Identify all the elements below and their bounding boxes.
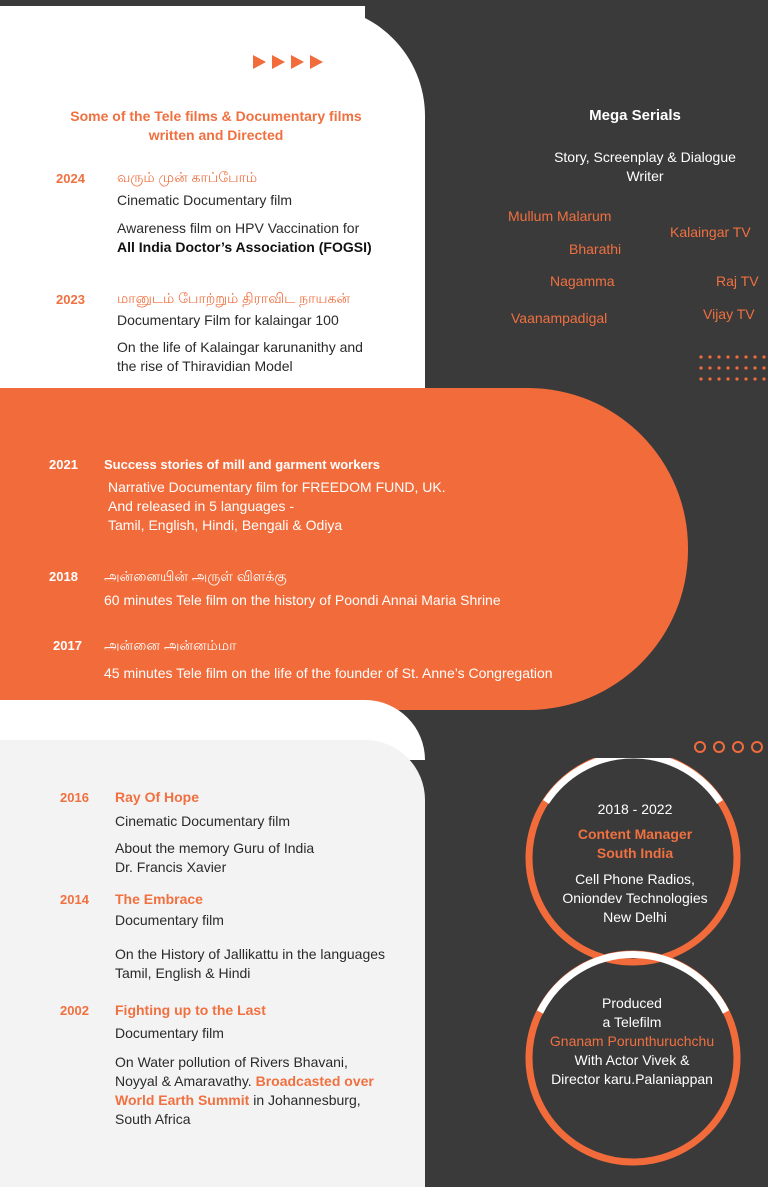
circle1-line: New Delhi [603, 909, 667, 925]
ring-decoration [692, 739, 768, 760]
entry-line: Documentary film [115, 1025, 224, 1041]
entry-line: On the life of Kalaingar karunanithy and [117, 339, 363, 355]
circle1-line: Oniondev Technologies [562, 890, 708, 906]
dot-grid-icon [698, 354, 766, 384]
entry-title: The Embrace [115, 891, 203, 907]
entry-line: Cinematic Documentary film [115, 813, 291, 829]
entry-line: Tamil, English, Hindi, Bengali & Odiya [108, 517, 343, 533]
mega-serials-title: Mega Serials [589, 107, 681, 124]
circle2-line: Director karu.Palaniappan [551, 1071, 713, 1087]
entry-line: Documentary Film for kalaingar 100 [117, 312, 339, 328]
entry-title: அன்னை அன்னம்மா [104, 637, 237, 653]
circle2-content [512, 994, 752, 1089]
entry-line: Documentary film [115, 912, 224, 928]
serial-item: Mullum Malarum [508, 208, 612, 224]
entry-line: Cinematic Documentary film [117, 192, 293, 208]
year-2014: 2014 [60, 892, 89, 907]
entry-line: Tamil, English & Hindi [115, 965, 251, 981]
channel-item: Raj TV [716, 273, 759, 289]
entry-title: Success stories of mill and garment workers [104, 457, 380, 472]
circle1-role: Content Manager [577, 826, 693, 842]
orange-band [0, 388, 688, 710]
section-heading [50, 107, 382, 145]
entry-line [115, 1072, 374, 1091]
circle2-telefilm-title: Gnanam Porunthuruchchu [549, 1033, 715, 1049]
subtitle-line2: Writer [626, 168, 664, 184]
entry-line: All India Doctor’s Association (FOGSI) [117, 239, 372, 255]
circle2-line: a Telefilm [602, 1014, 662, 1030]
entry-text: in Johannesburg, [249, 1092, 361, 1108]
entry-line: Narrative Documentary film for FREEDOM FUND, UK. [108, 479, 446, 495]
year-2017: 2017 [53, 638, 82, 653]
entry-line: South Africa [115, 1111, 191, 1127]
serial-item: Vaanampadigal [511, 310, 608, 326]
subtitle-line1: Story, Screenplay & Dialogue [554, 149, 736, 165]
entry-title: மானுடம் போற்றும் திராவிட நாயகன் [117, 290, 350, 306]
year-2016: 2016 [60, 790, 89, 805]
entry-title: அன்னையின் அருள் விளக்கு [104, 568, 287, 584]
entry-line: Dr. Francis Xavier [115, 859, 227, 875]
entry-title: Ray Of Hope [115, 789, 200, 805]
highlight-text: World Earth Summit [115, 1092, 250, 1108]
serial-item: Nagamma [550, 273, 615, 289]
heading-line2: written and Directed [148, 127, 284, 143]
circle1-line: Cell Phone Radios, [575, 871, 695, 887]
entry-title: Fighting up to the Last [115, 1002, 266, 1018]
mega-serials-subtitle [520, 148, 768, 186]
channel-item: Kalaingar TV [670, 224, 751, 240]
channel-item: Vijay TV [703, 306, 755, 322]
entry-line: On Water pollution of Rivers Bhavani, [115, 1054, 348, 1070]
entry-line: 45 minutes Tele film on the life of the founder of St. Anne’s Congregation [104, 665, 553, 681]
arrow-decoration [253, 54, 327, 70]
year-2018: 2018 [49, 569, 78, 584]
circle1-role: South India [596, 845, 674, 861]
year-2024: 2024 [56, 171, 85, 186]
circle1-content [515, 800, 755, 927]
dot-grid-decoration [698, 354, 766, 389]
play-arrows-icon [253, 54, 327, 70]
rings-icon [692, 739, 768, 755]
entry-line: 60 minutes Tele film on the history of Poondi Annai Maria Shrine [104, 592, 501, 608]
year-2023: 2023 [56, 292, 85, 307]
circle1-years: 2018 - 2022 [597, 801, 673, 817]
serial-item: Bharathi [569, 241, 622, 257]
heading-line1: Some of the Tele films & Documentary films [70, 108, 362, 124]
entry-line: About the memory Guru of India [115, 840, 315, 856]
entry-line: the rise of Thiravidian Model [117, 358, 293, 374]
entry-line: On the History of Jallikattu in the languages [115, 946, 386, 962]
entry-text: Noyyal & Amaravathy. [115, 1073, 256, 1089]
entry-line: And released in 5 languages - [108, 498, 295, 514]
entry-title: வரும் முன் காப்போம் [117, 169, 258, 185]
entry-line [115, 1091, 361, 1110]
circle2-line: With Actor Vivek & [574, 1052, 690, 1068]
highlight-text: Broadcasted over [255, 1073, 374, 1089]
circle2-line: Produced [602, 995, 662, 1011]
entry-line: Awareness film on HPV Vaccination for [117, 220, 360, 236]
year-2021: 2021 [49, 457, 78, 472]
year-2002: 2002 [60, 1003, 89, 1018]
